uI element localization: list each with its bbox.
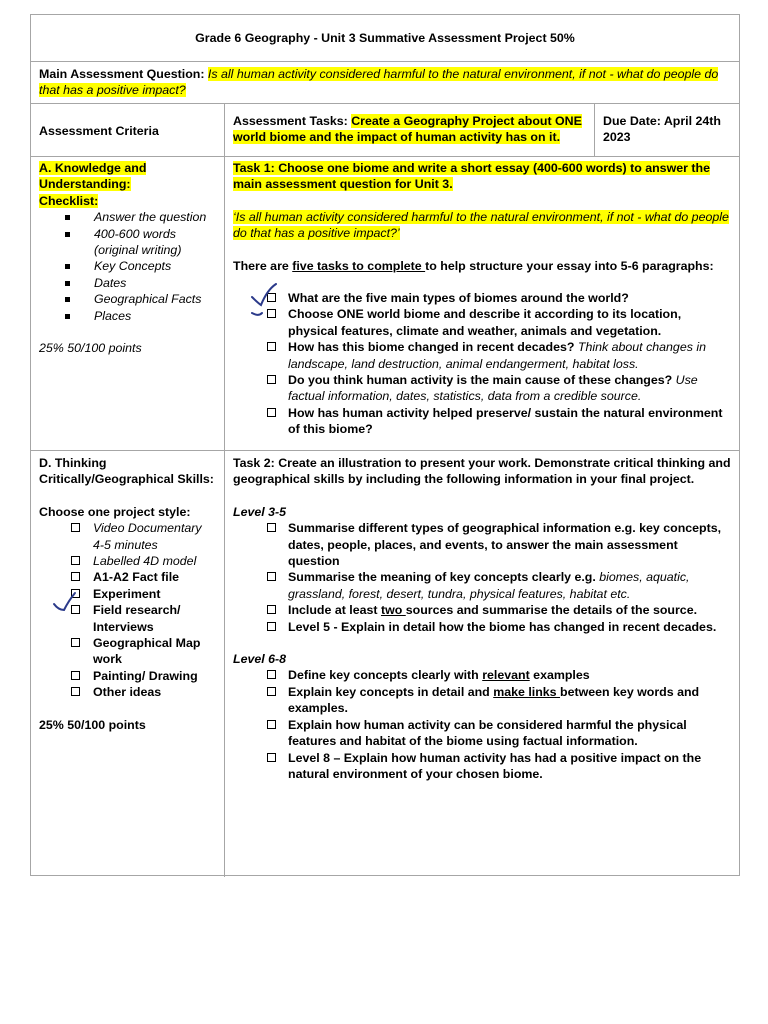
main-question-row bbox=[31, 62, 739, 104]
list-item: Geographical Facts bbox=[39, 291, 216, 307]
task1-quote: ‘Is all human activity considered harmful to the natural environment, if not - what do people do that has a positive impact?’ bbox=[233, 209, 729, 241]
task2-item: Explain key concepts in detail and make links between key words and examples. bbox=[233, 684, 731, 717]
task1-item: Do you think human activity is the main cause of these changes? Use factual information, dates, statistics, data from a credible source. bbox=[233, 372, 731, 405]
task2-item: Include at least two sources and summarise the details of the source. bbox=[233, 602, 731, 618]
criteria-label: Assessment Criteria bbox=[39, 124, 159, 138]
checklist-label: Checklist: bbox=[39, 193, 99, 208]
thinking-row bbox=[31, 451, 739, 877]
checkbox[interactable] bbox=[267, 605, 276, 614]
task2-cell bbox=[224, 451, 739, 877]
list-item: Answer the question bbox=[39, 209, 216, 225]
checkbox[interactable] bbox=[267, 342, 276, 351]
criteria-header-row bbox=[31, 104, 739, 157]
task2-item: Summarise different types of geographical information e.g. key concepts, dates, people, places, and events, to answer the main assessment question bbox=[233, 520, 731, 569]
checkbox[interactable] bbox=[71, 687, 80, 696]
list-item: Dates bbox=[39, 275, 216, 291]
choose-style-label: Choose one project style: bbox=[39, 504, 191, 519]
list-item: Painting/ Drawing bbox=[39, 668, 216, 684]
project-style-list bbox=[39, 520, 216, 700]
checkbox[interactable] bbox=[71, 523, 80, 532]
checkbox[interactable] bbox=[267, 753, 276, 762]
checkbox[interactable] bbox=[267, 293, 276, 302]
task2-item: Explain how human activity can be considered harmful the physical features and habitat of the biome using factual information. bbox=[233, 717, 731, 750]
tasks-text: Create a Geography Project about ONE world biome and the impact of human activity has on it. bbox=[233, 114, 582, 145]
section-d-points: 25% 50/100 points bbox=[39, 717, 146, 732]
knowledge-checklist bbox=[39, 209, 216, 324]
task2-item: Define key concepts clearly with relevant examples bbox=[233, 667, 731, 683]
checkbox[interactable] bbox=[267, 670, 276, 679]
checkbox[interactable] bbox=[71, 605, 80, 614]
thinking-cell bbox=[31, 451, 224, 877]
due-date-line2: 2023 bbox=[603, 130, 631, 145]
level-3-5-list bbox=[233, 520, 731, 635]
task2-item: Level 8 – Explain how human activity has had a positive impact on the natural environment of your chosen biome. bbox=[233, 750, 731, 783]
checkbox[interactable] bbox=[267, 687, 276, 696]
level-6-8-heading: Level 6-8 bbox=[233, 652, 287, 667]
assessment-table bbox=[30, 14, 740, 876]
title-row bbox=[31, 15, 739, 62]
task1-item: How has this biome changed in recent decades? Think about changes in landscape, land destruction, animal endangerment, habitat loss. bbox=[233, 339, 731, 372]
checkbox[interactable] bbox=[267, 622, 276, 631]
checkbox[interactable] bbox=[71, 671, 80, 680]
task1-heading: Task 1: Choose one biome and write a short essay (400-600 words) to answer the main assessment question for Unit 3. bbox=[233, 161, 710, 192]
task1-cell bbox=[224, 157, 739, 450]
task1-list bbox=[233, 290, 731, 438]
section-a-points: 25% 50/100 points bbox=[39, 341, 142, 356]
checkbox[interactable] bbox=[267, 309, 276, 318]
tasks-label: Assessment Tasks: bbox=[233, 114, 352, 128]
due-date-line1: Due Date: April 24th bbox=[603, 114, 721, 128]
level-6-8-list bbox=[233, 667, 731, 782]
task1-item: Choose ONE world biome and describe it according to its location, physical features, climate and weather, animals and vegetation. bbox=[233, 306, 731, 339]
list-item: Geographical Map work bbox=[39, 635, 203, 668]
section-d-heading: D. Thinking Critically/Geographical Skills: bbox=[39, 456, 214, 487]
checkbox[interactable] bbox=[267, 720, 276, 729]
checkbox[interactable] bbox=[267, 408, 276, 417]
document-title: Grade 6 Geography - Unit 3 Summative Assessment Project 50% bbox=[195, 31, 575, 45]
list-item: Field research/ Interviews bbox=[39, 602, 203, 635]
checkbox[interactable] bbox=[71, 572, 80, 581]
list-item: Labelled 4D model bbox=[39, 553, 216, 569]
list-item: Key Concepts bbox=[39, 258, 216, 274]
checkbox[interactable] bbox=[267, 375, 276, 384]
knowledge-row bbox=[31, 157, 739, 451]
main-question-label: Main Assessment Question: bbox=[39, 67, 208, 81]
list-item: Experiment bbox=[39, 586, 216, 602]
checkbox[interactable] bbox=[267, 572, 276, 581]
section-a-heading: A. Knowledge and Understanding: bbox=[39, 161, 147, 192]
list-item: Other ideas bbox=[39, 684, 216, 700]
task2-item: Summarise the meaning of key concepts clearly e.g. biomes, aquatic, grassland, forest, desert, tundra, physical features, habitat etc. bbox=[233, 569, 731, 602]
list-item: Places bbox=[39, 308, 216, 324]
task2-item: Level 5 - Explain in detail how the biome has changed in recent decades. bbox=[233, 619, 731, 635]
knowledge-cell bbox=[31, 157, 224, 450]
list-item: A1-A2 Fact file bbox=[39, 569, 216, 585]
checkbox[interactable] bbox=[267, 523, 276, 532]
task1-item: What are the five main types of biomes around the world? bbox=[233, 290, 731, 306]
main-question-text: Is all human activity considered harmful to the natural environment, if not - what do people do that has a positive impact? bbox=[39, 67, 719, 98]
task1-intro: There are five tasks to complete to help structure your essay into 5-6 paragraphs: bbox=[233, 258, 714, 273]
checkbox[interactable] bbox=[71, 556, 80, 565]
task1-item: How has human activity helped preserve/ sustain the natural environment of this biome? bbox=[233, 405, 731, 438]
level-3-5-heading: Level 3-5 bbox=[233, 504, 287, 519]
task2-heading: Task 2: Create an illustration to present your work. Demonstrate critical thinking and geographical skills by including the following information in your final project. bbox=[233, 456, 731, 487]
list-item: Video Documentary 4-5 minutes bbox=[39, 520, 213, 553]
checkbox[interactable] bbox=[71, 589, 80, 598]
list-item: 400-600 words (original writing) bbox=[39, 226, 214, 259]
checkbox[interactable] bbox=[71, 638, 80, 647]
